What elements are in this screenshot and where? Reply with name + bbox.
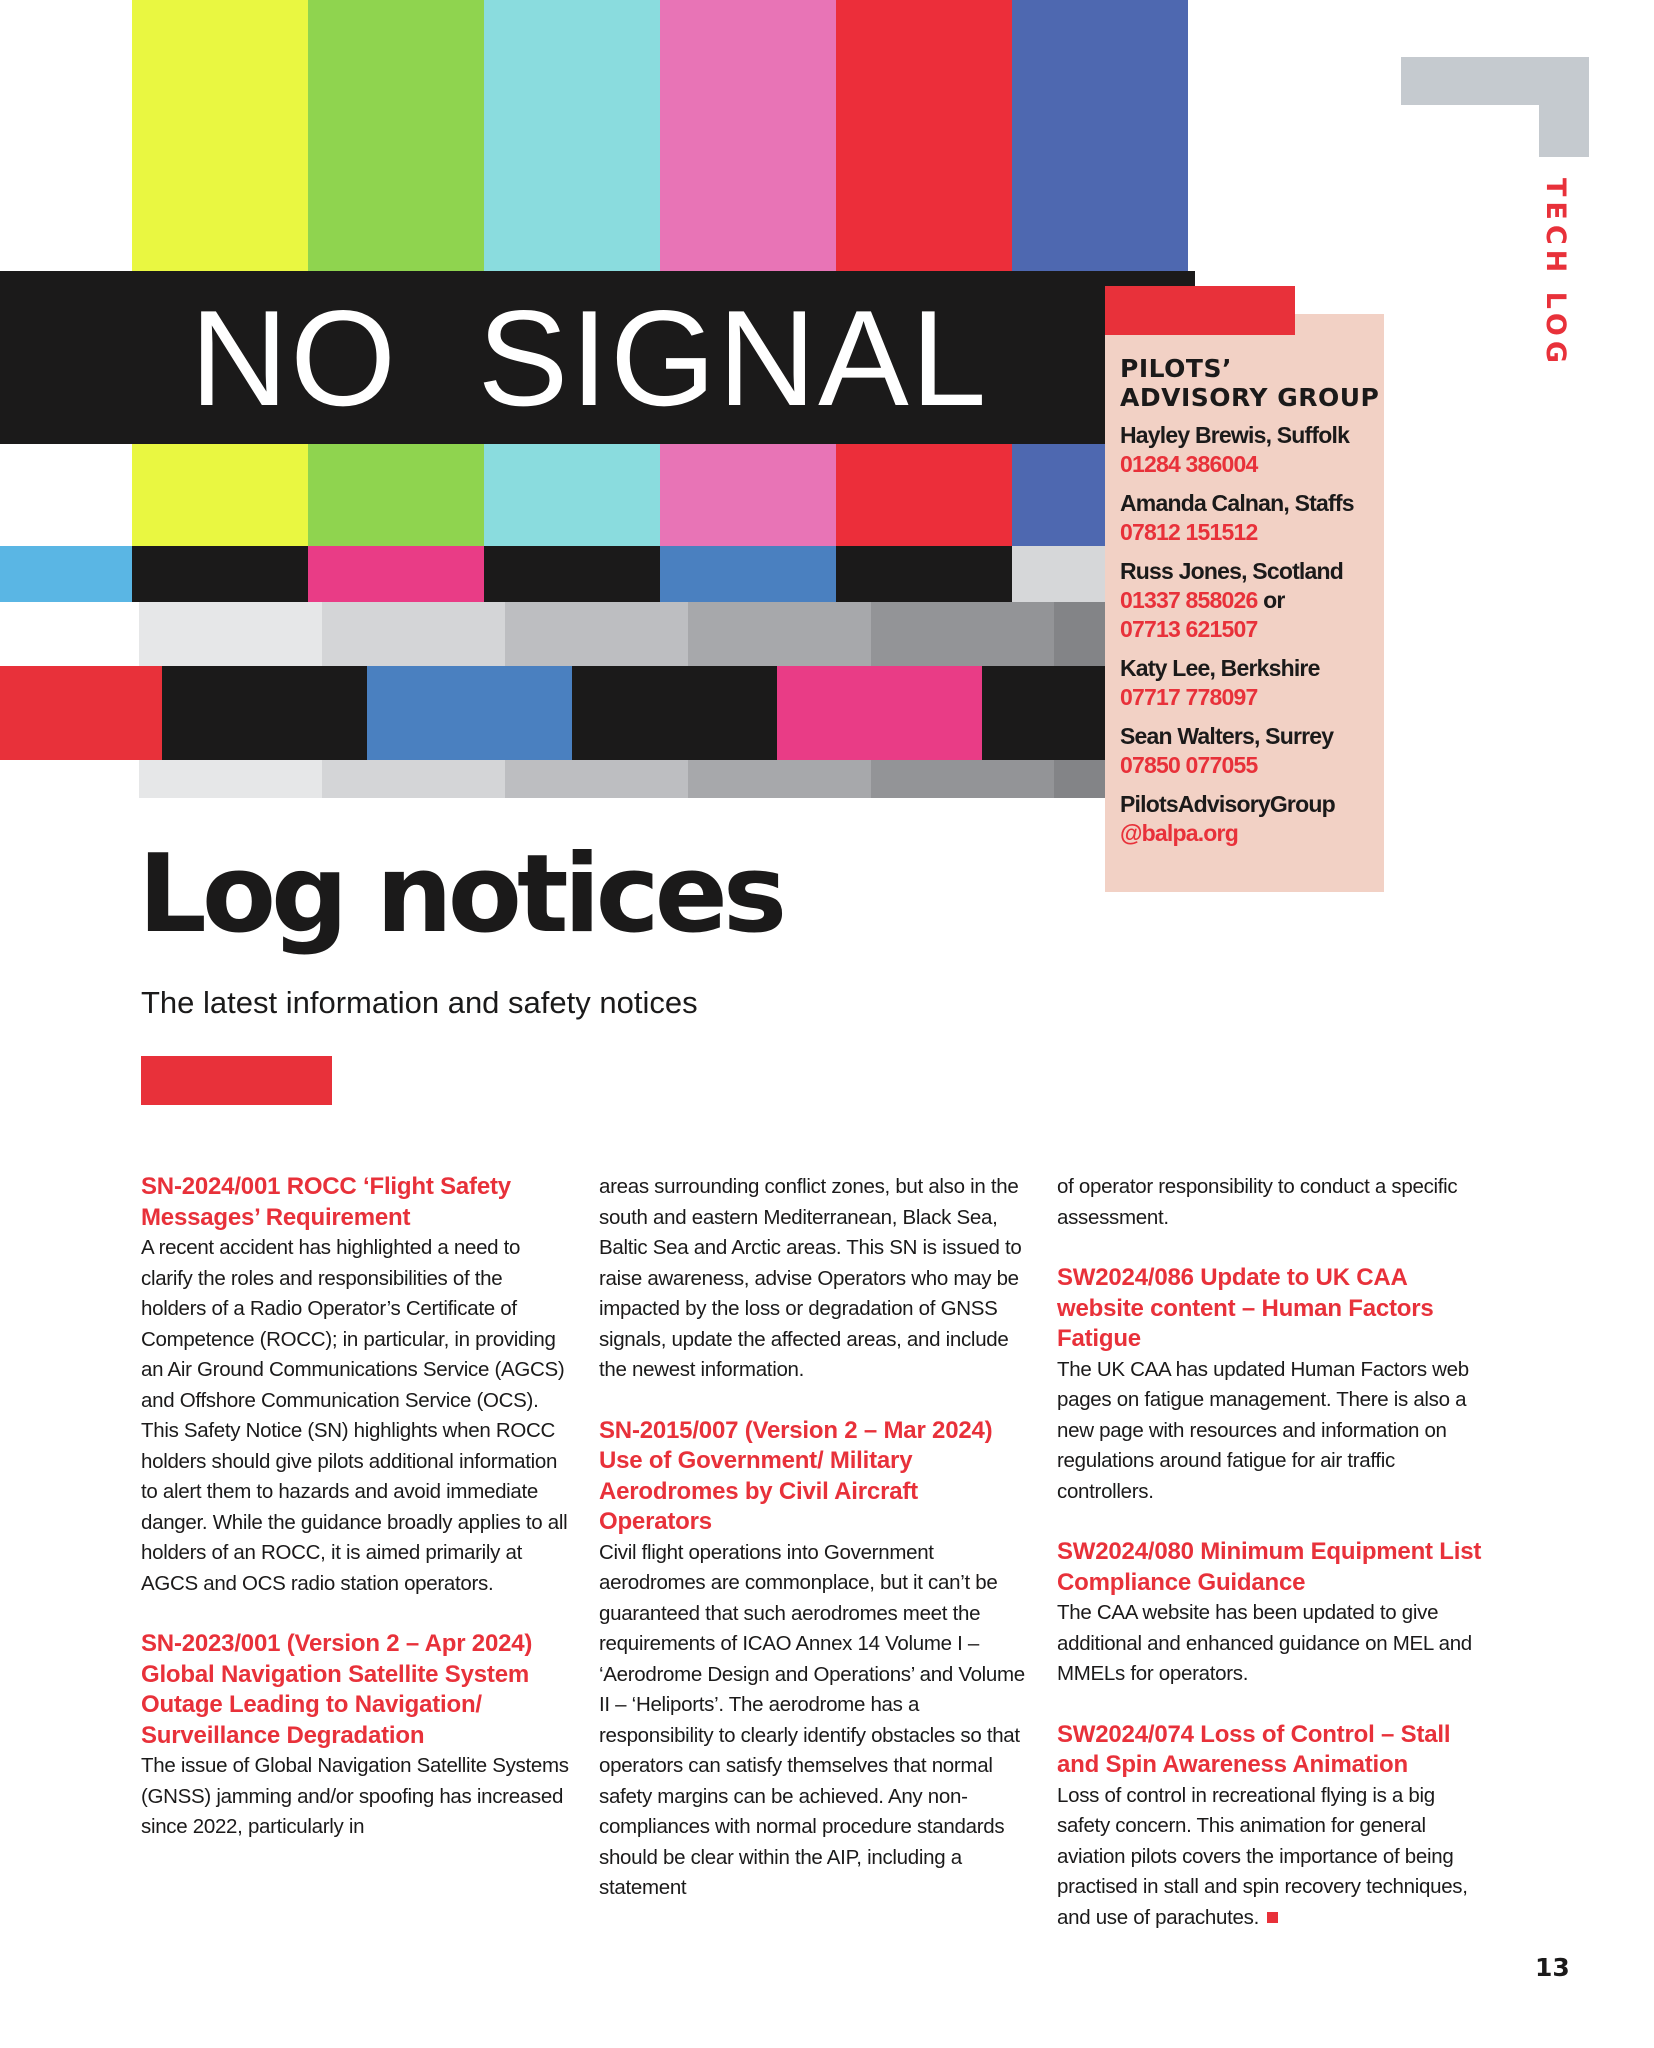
- grey-step-2: [322, 602, 505, 666]
- page-subtitle: The latest information and safety notices: [141, 985, 698, 1020]
- strip-magenta: [308, 546, 484, 602]
- lower-black-1: [162, 666, 367, 760]
- grey2-step-4: [688, 760, 871, 798]
- article-body-continued: areas surrounding conflict zones, but also in the south and eastern Mediterranean, Black Sea, Baltic Sea and Arctic areas. This SN is issued to raise awareness, advise Operators who may be impacted by the loss or degradation of GNSS signals, update the affected areas, and include the newest information.: [599, 1175, 1022, 1381]
- contact-item: [1120, 421, 1384, 479]
- article-body: The UK CAA has updated Human Factors web pages on fatigue management. There is also a new page with resources and information on regulations around fatigue for air traffic controllers.: [1057, 1357, 1469, 1503]
- contact-phone[interactable]: 01337 858026: [1120, 587, 1258, 613]
- contact-phone[interactable]: 07717 778097: [1120, 684, 1258, 710]
- contact-email[interactable]: [1120, 790, 1384, 848]
- email-user: PilotsAdvisoryGroup: [1120, 791, 1335, 817]
- article-body: The CAA website has been updated to give additional and enhanced guidance on MEL and MMELs for operators.: [1057, 1601, 1472, 1685]
- page-title: Log notices: [138, 832, 783, 957]
- contact-or: or: [1257, 587, 1285, 613]
- contact-phone[interactable]: 01284 386004: [1120, 451, 1258, 477]
- strip-black-1: [132, 546, 308, 602]
- advisory-panel: [1105, 314, 1384, 892]
- article-body: A recent accident has highlighted a need to clarify the roles and responsibilities of the holders of a Radio Operator’s Certificate of Competence (ROCC); in particular, in providing an Air Ground Communications Service (AGCS) and Offshore Communication Service (OCS). This Safety Notice (SN) highlights when ROCC holders should give pilots additional information to alert them to hazards and avoid immediate danger. While the guidance broadly applies to all holders of an ROCC, it is aimed primarily at AGCS and OCS radio station operators.: [141, 1236, 568, 1595]
- tab-bracket-side: [1539, 57, 1589, 157]
- column-3: [1057, 1172, 1487, 1963]
- contact-item: [1120, 489, 1384, 547]
- strip-lightgrey: [1012, 546, 1105, 602]
- page-number: 13: [1535, 1953, 1570, 1982]
- article-heading: SW2024/080 Minimum Equipment List Compliance Guidance: [1057, 1538, 1482, 1596]
- section-tab-label: TECH LOG: [1540, 178, 1571, 369]
- column-1: [141, 1172, 571, 1873]
- contact-item: [1120, 722, 1384, 780]
- article-body-text: Loss of control in recreational flying is a big safety concern. This animation for general aviation pilots covers the importance of being practised in stall and spin recovery techniques, and use of parachutes.: [1057, 1783, 1468, 1929]
- strip-blue: [660, 546, 836, 602]
- lower-blue: [367, 666, 572, 760]
- strip-black-2: [484, 546, 660, 602]
- lower-magenta: [777, 666, 982, 760]
- lower-black-2: [572, 666, 777, 760]
- contact-phone[interactable]: 07812 151512: [1120, 519, 1258, 545]
- article-heading: SN-2015/007 (Version 2 – Mar 2024) Use of Government/ Military Aerodromes by Civil Aircraft Operators: [599, 1416, 993, 1535]
- lower-black-3: [982, 666, 1105, 760]
- end-mark-icon: [1267, 1912, 1278, 1923]
- grey2-step-1: [139, 760, 322, 798]
- grey-step-6: [1054, 602, 1105, 666]
- article-body: The issue of Global Navigation Satellite Systems (GNSS) jamming and/or spoofing has increased since 2022, particularly in: [141, 1754, 569, 1838]
- contact-name: Russ Jones, Scotland: [1120, 558, 1344, 584]
- contact-name: Sean Walters, Surrey: [1120, 723, 1334, 749]
- column-2: [599, 1172, 1029, 1934]
- contact-name: Hayley Brewis, Suffolk: [1120, 422, 1350, 448]
- article-heading: SN-2024/001 ROCC ‘Flight Safety Messages’ Requirement: [141, 1173, 511, 1231]
- article-body: Civil flight operations into Government aerodromes are commonplace, but it can’t be guaranteed that such aerodromes meet the requirements of ICAO Annex 14 Volume I – ‘Aerodrome Design and Operations’ and Volume II – ‘Heliports’. The aerodrome has a responsibility to clearly identify obstacles so that operators can satisfy themselves that normal safety margins can be achieved. Any non-compliances with normal procedure standards should be clear within the AIP, including a statement: [599, 1540, 1025, 1899]
- contact-phone[interactable]: 07850 077055: [1120, 752, 1258, 778]
- no-signal-text: NO SIGNAL: [190, 282, 989, 434]
- grey-step-4: [688, 602, 871, 666]
- grey2-step-2: [322, 760, 505, 798]
- grey2-step-6: [1054, 760, 1105, 798]
- contact-phone-2[interactable]: 07713 621507: [1120, 616, 1258, 642]
- article-heading: SN-2023/001 (Version 2 – Apr 2024) Global Navigation Satellite System Outage Leading to Navigation/ Surveillance Degradation: [141, 1630, 533, 1749]
- article-heading: SW2024/074 Loss of Control – Stall and Spin Awareness Animation: [1057, 1720, 1451, 1778]
- strip-sky: [0, 546, 132, 602]
- email-domain: @balpa.org: [1120, 820, 1238, 846]
- contact-name: Katy Lee, Berkshire: [1120, 655, 1320, 681]
- title-accent-bar: [141, 1056, 332, 1105]
- advisory-accent-bar: [1105, 286, 1295, 335]
- contact-item: [1120, 654, 1384, 712]
- grey2-step-3: [505, 760, 688, 798]
- article-body-last: [1057, 1781, 1487, 1934]
- grey-step-3: [505, 602, 688, 666]
- contact-name: Amanda Calnan, Staffs: [1120, 490, 1354, 516]
- advisory-title: PILOTS’ ADVISORY GROUP: [1120, 354, 1380, 412]
- strip-black-3: [836, 546, 1012, 602]
- article-body-continued: of operator responsibility to conduct a specific assessment.: [1057, 1175, 1458, 1229]
- contact-item: [1120, 557, 1384, 644]
- lower-red: [0, 666, 162, 760]
- grey-step-1: [139, 602, 322, 666]
- article-heading: SW2024/086 Update to UK CAA website content – Human Factors Fatigue: [1057, 1264, 1434, 1352]
- grey2-step-5: [871, 760, 1054, 798]
- grey-step-5: [871, 602, 1054, 666]
